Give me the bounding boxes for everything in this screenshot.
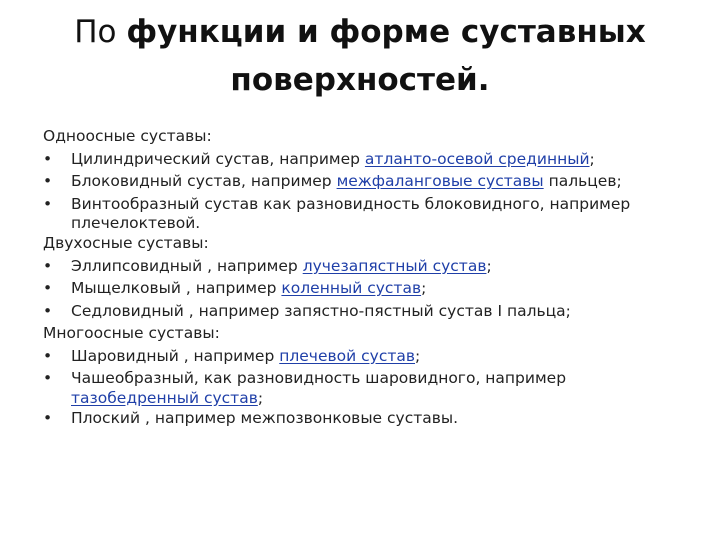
item-text-post: ; xyxy=(486,256,492,275)
item-text-continuation: плечелоктевой. xyxy=(71,214,201,232)
group-heading-biaxial: Двухосные суставы: xyxy=(43,234,209,252)
bullet: • xyxy=(43,408,53,427)
item-text: Цилиндрический сустав, например xyxy=(71,149,365,168)
item-text: Блоковидный сустав, например xyxy=(71,172,337,190)
item-text: Седловидный , например запястно-пястный сустав I пальца; xyxy=(71,301,571,320)
list-item xyxy=(43,170,683,193)
group-heading-uniaxial: Одноосные суставы: xyxy=(43,127,212,145)
slide-content xyxy=(43,125,683,429)
item-text: Мыщелковый , например xyxy=(71,279,282,297)
list-item xyxy=(43,255,683,278)
list-item xyxy=(43,407,683,430)
title-bold-line2: поверхностей. xyxy=(230,62,490,98)
bullet: • xyxy=(43,172,53,190)
bullet: • xyxy=(43,279,53,297)
list-item xyxy=(43,367,683,407)
item-text: Чашеобразный, как разновидность шаровидного, например xyxy=(71,369,567,387)
list-item xyxy=(43,300,683,323)
link-shoulder-joint[interactable]: плечевой сустав xyxy=(279,346,416,365)
list-item xyxy=(43,277,683,300)
item-text-post: ; xyxy=(589,149,595,168)
bullet: • xyxy=(43,301,53,320)
list-item xyxy=(43,148,683,171)
list-item xyxy=(43,345,683,368)
link-atlanto-axial[interactable]: атланто-осевой срединный xyxy=(364,149,590,168)
bullet: • xyxy=(43,194,53,213)
item-text-post: пальцев; xyxy=(543,172,622,190)
item-text-post: ; xyxy=(415,346,421,365)
link-hip-joint[interactable]: тазобедренный сустав xyxy=(71,388,258,407)
bullet: • xyxy=(43,346,53,365)
item-text-continuation xyxy=(71,390,683,407)
item-text-post: ; xyxy=(257,388,264,407)
slide-title xyxy=(40,8,680,104)
bullet: • xyxy=(43,149,53,168)
link-interphalangeal[interactable]: межфаланговые суставы xyxy=(336,172,544,190)
list-item xyxy=(43,193,683,233)
link-knee-joint[interactable]: коленный сустав xyxy=(281,279,422,297)
item-text: Эллипсовидный , например xyxy=(71,256,303,275)
bullet: • xyxy=(43,369,53,387)
title-plain: По xyxy=(74,14,127,50)
link-radiocarpal[interactable]: лучезапястный сустав xyxy=(302,256,487,275)
item-text: Плоский , например межпозвонковые суставы. xyxy=(71,408,459,427)
title-bold-line1: функции и форме суставных xyxy=(126,14,646,50)
item-text: Винтообразный сустав как разновидность блоковидного, например xyxy=(71,194,631,213)
item-text-post: ; xyxy=(421,279,427,297)
item-text: Шаровидный , например xyxy=(71,346,280,365)
bullet: • xyxy=(43,256,53,275)
group-heading-multiaxial: Многоосные суставы: xyxy=(43,324,220,342)
